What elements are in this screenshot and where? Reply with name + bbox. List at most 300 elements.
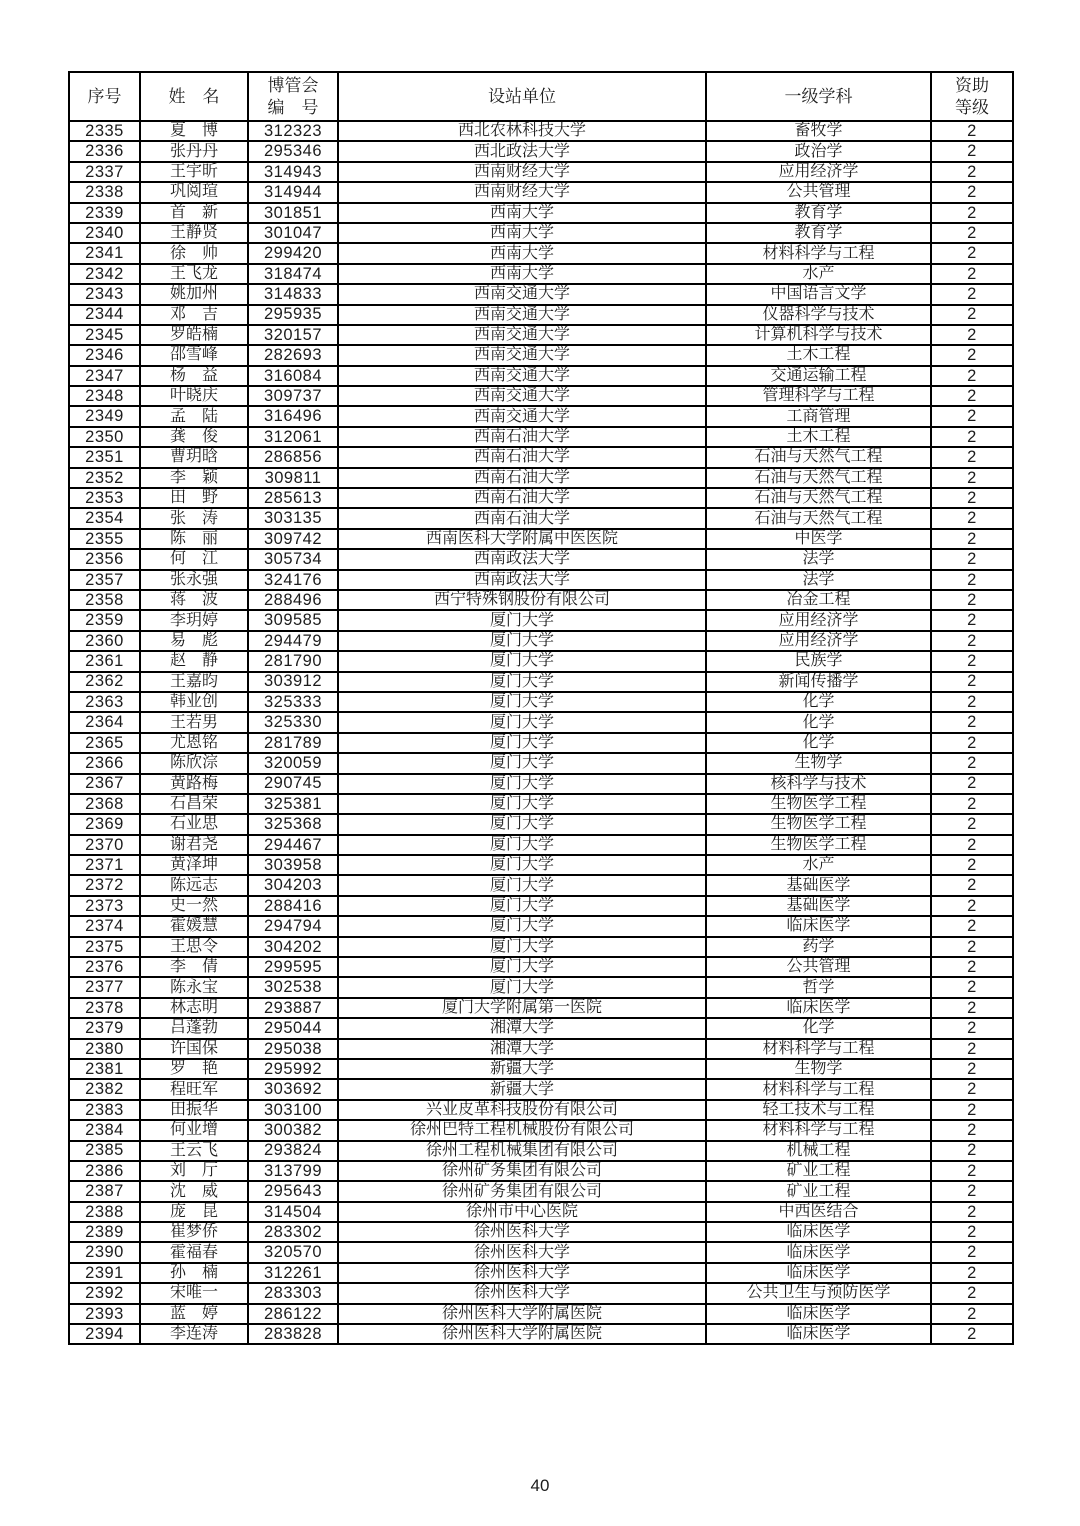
cell-institution: 厦门大学	[338, 610, 706, 630]
cell-id: 314944	[248, 182, 338, 202]
cell-id: 283302	[248, 1222, 338, 1242]
cell-grade: 2	[931, 937, 1013, 957]
cell-institution: 厦门大学	[338, 875, 706, 895]
cell-discipline: 新闻传播学	[706, 672, 931, 692]
cell-index: 2337	[69, 162, 140, 182]
table-row	[69, 896, 1013, 916]
cell-name: 李连涛	[140, 1324, 248, 1344]
cell-institution: 徐州工程机械集团有限公司	[338, 1141, 706, 1161]
cell-institution: 徐州医科大学附属医院	[338, 1324, 706, 1344]
table-row	[69, 264, 1013, 284]
table-row	[69, 1263, 1013, 1283]
cell-grade: 2	[931, 1242, 1013, 1262]
cell-institution: 徐州医科大学	[338, 1242, 706, 1262]
table-row	[69, 1222, 1013, 1242]
cell-id: 293887	[248, 998, 338, 1018]
cell-grade: 2	[931, 284, 1013, 304]
cell-grade: 2	[931, 1059, 1013, 1079]
cell-id: 303692	[248, 1079, 338, 1099]
postdoc-funding-table	[68, 71, 1014, 1345]
cell-discipline: 基础医学	[706, 896, 931, 916]
cell-grade: 2	[931, 570, 1013, 590]
cell-institution: 厦门大学	[338, 774, 706, 794]
cell-discipline: 药学	[706, 937, 931, 957]
cell-discipline: 应用经济学	[706, 610, 931, 630]
cell-institution: 西南交通大学	[338, 305, 706, 325]
cell-grade: 2	[931, 835, 1013, 855]
table-row	[69, 366, 1013, 386]
cell-discipline: 水产	[706, 855, 931, 875]
cell-name: 张丹丹	[140, 141, 248, 161]
cell-index: 2358	[69, 590, 140, 610]
table-row	[69, 1161, 1013, 1181]
cell-grade: 2	[931, 1324, 1013, 1344]
table-row	[69, 875, 1013, 895]
cell-name: 姚加州	[140, 284, 248, 304]
cell-index: 2388	[69, 1202, 140, 1222]
cell-grade: 2	[931, 366, 1013, 386]
cell-index: 2370	[69, 835, 140, 855]
cell-institution: 西南交通大学	[338, 325, 706, 345]
table-row	[69, 794, 1013, 814]
table-row	[69, 855, 1013, 875]
cell-name: 谢君尧	[140, 835, 248, 855]
cell-institution: 厦门大学	[338, 712, 706, 732]
cell-grade: 2	[931, 712, 1013, 732]
cell-name: 孙 楠	[140, 1263, 248, 1283]
table-row	[69, 243, 1013, 263]
cell-id: 304203	[248, 875, 338, 895]
cell-name: 陈远志	[140, 875, 248, 895]
cell-discipline: 石油与天然气工程	[706, 488, 931, 508]
cell-institution: 西南石油大学	[338, 508, 706, 528]
cell-id: 286122	[248, 1304, 338, 1324]
cell-name: 罗 艳	[140, 1059, 248, 1079]
cell-grade: 2	[931, 692, 1013, 712]
cell-institution: 厦门大学	[338, 977, 706, 997]
cell-index: 2341	[69, 243, 140, 263]
cell-name: 蓝 婷	[140, 1304, 248, 1324]
cell-index: 2369	[69, 814, 140, 834]
cell-name: 王静贤	[140, 223, 248, 243]
cell-institution: 西南交通大学	[338, 386, 706, 406]
cell-grade: 2	[931, 203, 1013, 223]
header-discipline: 一级学科	[706, 72, 931, 121]
table-row	[69, 427, 1013, 447]
header-grade-line2: 等级	[955, 97, 989, 117]
cell-institution: 西南石油大学	[338, 488, 706, 508]
cell-discipline: 公共管理	[706, 957, 931, 977]
cell-grade: 2	[931, 162, 1013, 182]
cell-name: 王云飞	[140, 1141, 248, 1161]
cell-index: 2390	[69, 1242, 140, 1262]
table-row	[69, 672, 1013, 692]
cell-name: 赵 静	[140, 651, 248, 671]
cell-id: 283303	[248, 1283, 338, 1303]
cell-grade: 2	[931, 998, 1013, 1018]
cell-grade: 2	[931, 427, 1013, 447]
table-row	[69, 386, 1013, 406]
cell-name: 田振华	[140, 1100, 248, 1120]
cell-discipline: 教育学	[706, 203, 931, 223]
cell-grade: 2	[931, 549, 1013, 569]
cell-id: 325333	[248, 692, 338, 712]
cell-discipline: 化学	[706, 692, 931, 712]
cell-index: 2367	[69, 774, 140, 794]
cell-grade: 2	[931, 1100, 1013, 1120]
cell-grade: 2	[931, 1283, 1013, 1303]
cell-index: 2382	[69, 1079, 140, 1099]
cell-grade: 2	[931, 1018, 1013, 1038]
cell-index: 2378	[69, 998, 140, 1018]
cell-id: 309585	[248, 610, 338, 630]
cell-id: 295044	[248, 1018, 338, 1038]
cell-institution: 厦门大学	[338, 692, 706, 712]
cell-index: 2360	[69, 631, 140, 651]
cell-discipline: 临床医学	[706, 1222, 931, 1242]
cell-discipline: 材料科学与工程	[706, 1079, 931, 1099]
cell-id: 318474	[248, 264, 338, 284]
cell-name: 王飞龙	[140, 264, 248, 284]
table-row	[69, 529, 1013, 549]
cell-grade: 2	[931, 447, 1013, 467]
cell-id: 305734	[248, 549, 338, 569]
cell-grade: 2	[931, 774, 1013, 794]
cell-name: 巩阅瑄	[140, 182, 248, 202]
table-row	[69, 733, 1013, 753]
cell-name: 程旺军	[140, 1079, 248, 1099]
cell-index: 2383	[69, 1100, 140, 1120]
cell-index: 2394	[69, 1324, 140, 1344]
cell-id: 314504	[248, 1202, 338, 1222]
cell-grade: 2	[931, 794, 1013, 814]
cell-institution: 西南交通大学	[338, 284, 706, 304]
cell-grade: 2	[931, 875, 1013, 895]
table-row	[69, 1120, 1013, 1140]
cell-discipline: 应用经济学	[706, 162, 931, 182]
cell-name: 尤恩铭	[140, 733, 248, 753]
cell-name: 许国保	[140, 1039, 248, 1059]
cell-grade: 2	[931, 916, 1013, 936]
table-row	[69, 692, 1013, 712]
cell-grade: 2	[931, 529, 1013, 549]
cell-id: 316496	[248, 406, 338, 426]
cell-name: 王若男	[140, 712, 248, 732]
cell-id: 300382	[248, 1120, 338, 1140]
cell-id: 295346	[248, 141, 338, 161]
cell-institution: 厦门大学	[338, 835, 706, 855]
cell-id: 320157	[248, 325, 338, 345]
table-row	[69, 162, 1013, 182]
cell-index: 2389	[69, 1222, 140, 1242]
cell-name: 陈 丽	[140, 529, 248, 549]
table-row	[69, 570, 1013, 590]
cell-discipline: 临床医学	[706, 1263, 931, 1283]
cell-name: 田 野	[140, 488, 248, 508]
header-id-line2: 编 号	[267, 97, 319, 117]
cell-index: 2375	[69, 937, 140, 957]
cell-name: 黄路梅	[140, 774, 248, 794]
header-grade	[931, 72, 1013, 121]
cell-discipline: 临床医学	[706, 916, 931, 936]
cell-discipline: 临床医学	[706, 1324, 931, 1344]
cell-id: 325381	[248, 794, 338, 814]
cell-institution: 厦门大学	[338, 672, 706, 692]
cell-institution: 西南交通大学	[338, 366, 706, 386]
cell-institution: 徐州医科大学	[338, 1263, 706, 1283]
cell-name: 李 颖	[140, 468, 248, 488]
table-row	[69, 203, 1013, 223]
cell-name: 庞 昆	[140, 1202, 248, 1222]
cell-index: 2357	[69, 570, 140, 590]
table-row	[69, 1039, 1013, 1059]
cell-id: 303912	[248, 672, 338, 692]
cell-name: 崔梦侨	[140, 1222, 248, 1242]
cell-institution: 西南医科大学附属中医医院	[338, 529, 706, 549]
header-grade-line1: 资助	[955, 76, 989, 96]
cell-name: 首 新	[140, 203, 248, 223]
cell-name: 王宇昕	[140, 162, 248, 182]
cell-id: 312323	[248, 121, 338, 141]
cell-discipline: 核科学与技术	[706, 774, 931, 794]
cell-discipline: 材料科学与工程	[706, 1039, 931, 1059]
cell-institution: 西北农林科技大学	[338, 121, 706, 141]
cell-grade: 2	[931, 243, 1013, 263]
cell-id: 293824	[248, 1141, 338, 1161]
cell-index: 2335	[69, 121, 140, 141]
table-row	[69, 406, 1013, 426]
cell-grade: 2	[931, 406, 1013, 426]
cell-discipline: 基础医学	[706, 875, 931, 895]
table-body	[69, 121, 1013, 1344]
cell-index: 2374	[69, 916, 140, 936]
cell-index: 2344	[69, 305, 140, 325]
cell-name: 王嘉昀	[140, 672, 248, 692]
cell-institution: 厦门大学	[338, 937, 706, 957]
table-row	[69, 774, 1013, 794]
cell-institution: 厦门大学	[338, 753, 706, 773]
cell-discipline: 交通运输工程	[706, 366, 931, 386]
cell-index: 2380	[69, 1039, 140, 1059]
cell-index: 2391	[69, 1263, 140, 1283]
cell-institution: 厦门大学	[338, 651, 706, 671]
cell-discipline: 机械工程	[706, 1141, 931, 1161]
table-row	[69, 937, 1013, 957]
cell-index: 2386	[69, 1161, 140, 1181]
cell-id: 294794	[248, 916, 338, 936]
cell-institution: 厦门大学	[338, 896, 706, 916]
cell-discipline: 临床医学	[706, 998, 931, 1018]
cell-id: 316084	[248, 366, 338, 386]
cell-institution: 厦门大学	[338, 957, 706, 977]
cell-name: 孟 陆	[140, 406, 248, 426]
cell-index: 2353	[69, 488, 140, 508]
table-row	[69, 549, 1013, 569]
cell-discipline: 石油与天然气工程	[706, 468, 931, 488]
cell-discipline: 民族学	[706, 651, 931, 671]
cell-id: 313799	[248, 1161, 338, 1181]
cell-id: 299595	[248, 957, 338, 977]
cell-name: 徐 帅	[140, 243, 248, 263]
cell-discipline: 石油与天然气工程	[706, 508, 931, 528]
cell-id: 303958	[248, 855, 338, 875]
cell-grade: 2	[931, 753, 1013, 773]
cell-institution: 厦门大学	[338, 631, 706, 651]
cell-index: 2338	[69, 182, 140, 202]
cell-name: 龚 俊	[140, 427, 248, 447]
header-row	[69, 72, 1013, 121]
cell-index: 2356	[69, 549, 140, 569]
cell-grade: 2	[931, 386, 1013, 406]
cell-name: 叶晓庆	[140, 386, 248, 406]
cell-id: 303135	[248, 508, 338, 528]
cell-discipline: 材料科学与工程	[706, 1120, 931, 1140]
table-row	[69, 468, 1013, 488]
cell-name: 霍福春	[140, 1242, 248, 1262]
table-row	[69, 916, 1013, 936]
table-row	[69, 305, 1013, 325]
cell-institution: 厦门大学	[338, 794, 706, 814]
cell-id: 290745	[248, 774, 338, 794]
cell-name: 杨 益	[140, 366, 248, 386]
table-row	[69, 753, 1013, 773]
cell-index: 2347	[69, 366, 140, 386]
cell-institution: 西南石油大学	[338, 468, 706, 488]
cell-name: 陈永宝	[140, 977, 248, 997]
table-row	[69, 447, 1013, 467]
cell-grade: 2	[931, 957, 1013, 977]
cell-institution: 徐州市中心医院	[338, 1202, 706, 1222]
page-number: 40	[530, 1476, 550, 1495]
cell-discipline: 矿业工程	[706, 1161, 931, 1181]
cell-institution: 西南交通大学	[338, 406, 706, 426]
cell-institution: 徐州矿务集团有限公司	[338, 1161, 706, 1181]
cell-grade: 2	[931, 1079, 1013, 1099]
cell-grade: 2	[931, 1120, 1013, 1140]
cell-discipline: 生物医学工程	[706, 794, 931, 814]
cell-grade: 2	[931, 1039, 1013, 1059]
cell-discipline: 中国语言文学	[706, 284, 931, 304]
cell-institution: 西北政法大学	[338, 141, 706, 161]
cell-index: 2366	[69, 753, 140, 773]
cell-id: 288496	[248, 590, 338, 610]
cell-discipline: 石油与天然气工程	[706, 447, 931, 467]
table-row	[69, 1202, 1013, 1222]
cell-id: 312261	[248, 1263, 338, 1283]
cell-id: 295935	[248, 305, 338, 325]
cell-discipline: 轻工技术与工程	[706, 1100, 931, 1120]
cell-name: 刘 厅	[140, 1161, 248, 1181]
cell-institution: 徐州巴特工程机械股份有限公司	[338, 1120, 706, 1140]
header-institution: 设站单位	[338, 72, 706, 121]
cell-discipline: 生物学	[706, 753, 931, 773]
cell-id: 283828	[248, 1324, 338, 1344]
cell-name: 易 彪	[140, 631, 248, 651]
cell-id: 295038	[248, 1039, 338, 1059]
cell-name: 韩业创	[140, 692, 248, 712]
cell-grade: 2	[931, 1161, 1013, 1181]
cell-grade: 2	[931, 672, 1013, 692]
cell-institution: 西南政法大学	[338, 549, 706, 569]
cell-grade: 2	[931, 508, 1013, 528]
header-id-line1: 博管会	[267, 76, 319, 96]
cell-grade: 2	[931, 1304, 1013, 1324]
cell-institution: 厦门大学附属第一医院	[338, 998, 706, 1018]
cell-index: 2359	[69, 610, 140, 630]
cell-id: 282693	[248, 345, 338, 365]
cell-name: 沈 威	[140, 1181, 248, 1201]
table-row	[69, 1100, 1013, 1120]
cell-grade: 2	[931, 345, 1013, 365]
cell-discipline: 仪器科学与技术	[706, 305, 931, 325]
cell-name: 何 江	[140, 549, 248, 569]
cell-id: 324176	[248, 570, 338, 590]
cell-id: 286856	[248, 447, 338, 467]
cell-grade: 2	[931, 855, 1013, 875]
table-row	[69, 835, 1013, 855]
cell-id: 302538	[248, 977, 338, 997]
table-row	[69, 223, 1013, 243]
cell-discipline: 临床医学	[706, 1304, 931, 1324]
cell-index: 2364	[69, 712, 140, 732]
cell-id: 294479	[248, 631, 338, 651]
table-row	[69, 488, 1013, 508]
cell-grade: 2	[931, 488, 1013, 508]
cell-index: 2385	[69, 1141, 140, 1161]
cell-index: 2393	[69, 1304, 140, 1324]
cell-institution: 徐州矿务集团有限公司	[338, 1181, 706, 1201]
cell-index: 2348	[69, 386, 140, 406]
cell-discipline: 冶金工程	[706, 590, 931, 610]
cell-name: 罗皓楠	[140, 325, 248, 345]
table-row	[69, 651, 1013, 671]
cell-grade: 2	[931, 1202, 1013, 1222]
cell-institution: 西南大学	[338, 264, 706, 284]
cell-discipline: 中医学	[706, 529, 931, 549]
cell-institution: 西南财经大学	[338, 182, 706, 202]
cell-id: 304202	[248, 937, 338, 957]
cell-id: 301851	[248, 203, 338, 223]
cell-id: 309811	[248, 468, 338, 488]
cell-discipline: 畜牧学	[706, 121, 931, 141]
cell-id: 301047	[248, 223, 338, 243]
cell-grade: 2	[931, 896, 1013, 916]
table-row	[69, 1324, 1013, 1344]
cell-grade: 2	[931, 590, 1013, 610]
cell-institution: 西南石油大学	[338, 447, 706, 467]
cell-index: 2342	[69, 264, 140, 284]
cell-grade: 2	[931, 1181, 1013, 1201]
table-row	[69, 121, 1013, 141]
cell-institution: 西南政法大学	[338, 570, 706, 590]
cell-institution: 兴业皮革科技股份有限公司	[338, 1100, 706, 1120]
cell-index: 2345	[69, 325, 140, 345]
cell-grade: 2	[931, 141, 1013, 161]
cell-index: 2372	[69, 875, 140, 895]
cell-institution: 新疆大学	[338, 1079, 706, 1099]
cell-name: 石昌荣	[140, 794, 248, 814]
cell-name: 蒋 波	[140, 590, 248, 610]
cell-index: 2384	[69, 1120, 140, 1140]
cell-grade: 2	[931, 1141, 1013, 1161]
cell-discipline: 矿业工程	[706, 1181, 931, 1201]
table-row	[69, 1059, 1013, 1079]
cell-name: 石业思	[140, 814, 248, 834]
table-row	[69, 141, 1013, 161]
cell-name: 宋唯一	[140, 1283, 248, 1303]
cell-discipline: 公共卫生与预防医学	[706, 1283, 931, 1303]
cell-institution: 西南大学	[338, 223, 706, 243]
